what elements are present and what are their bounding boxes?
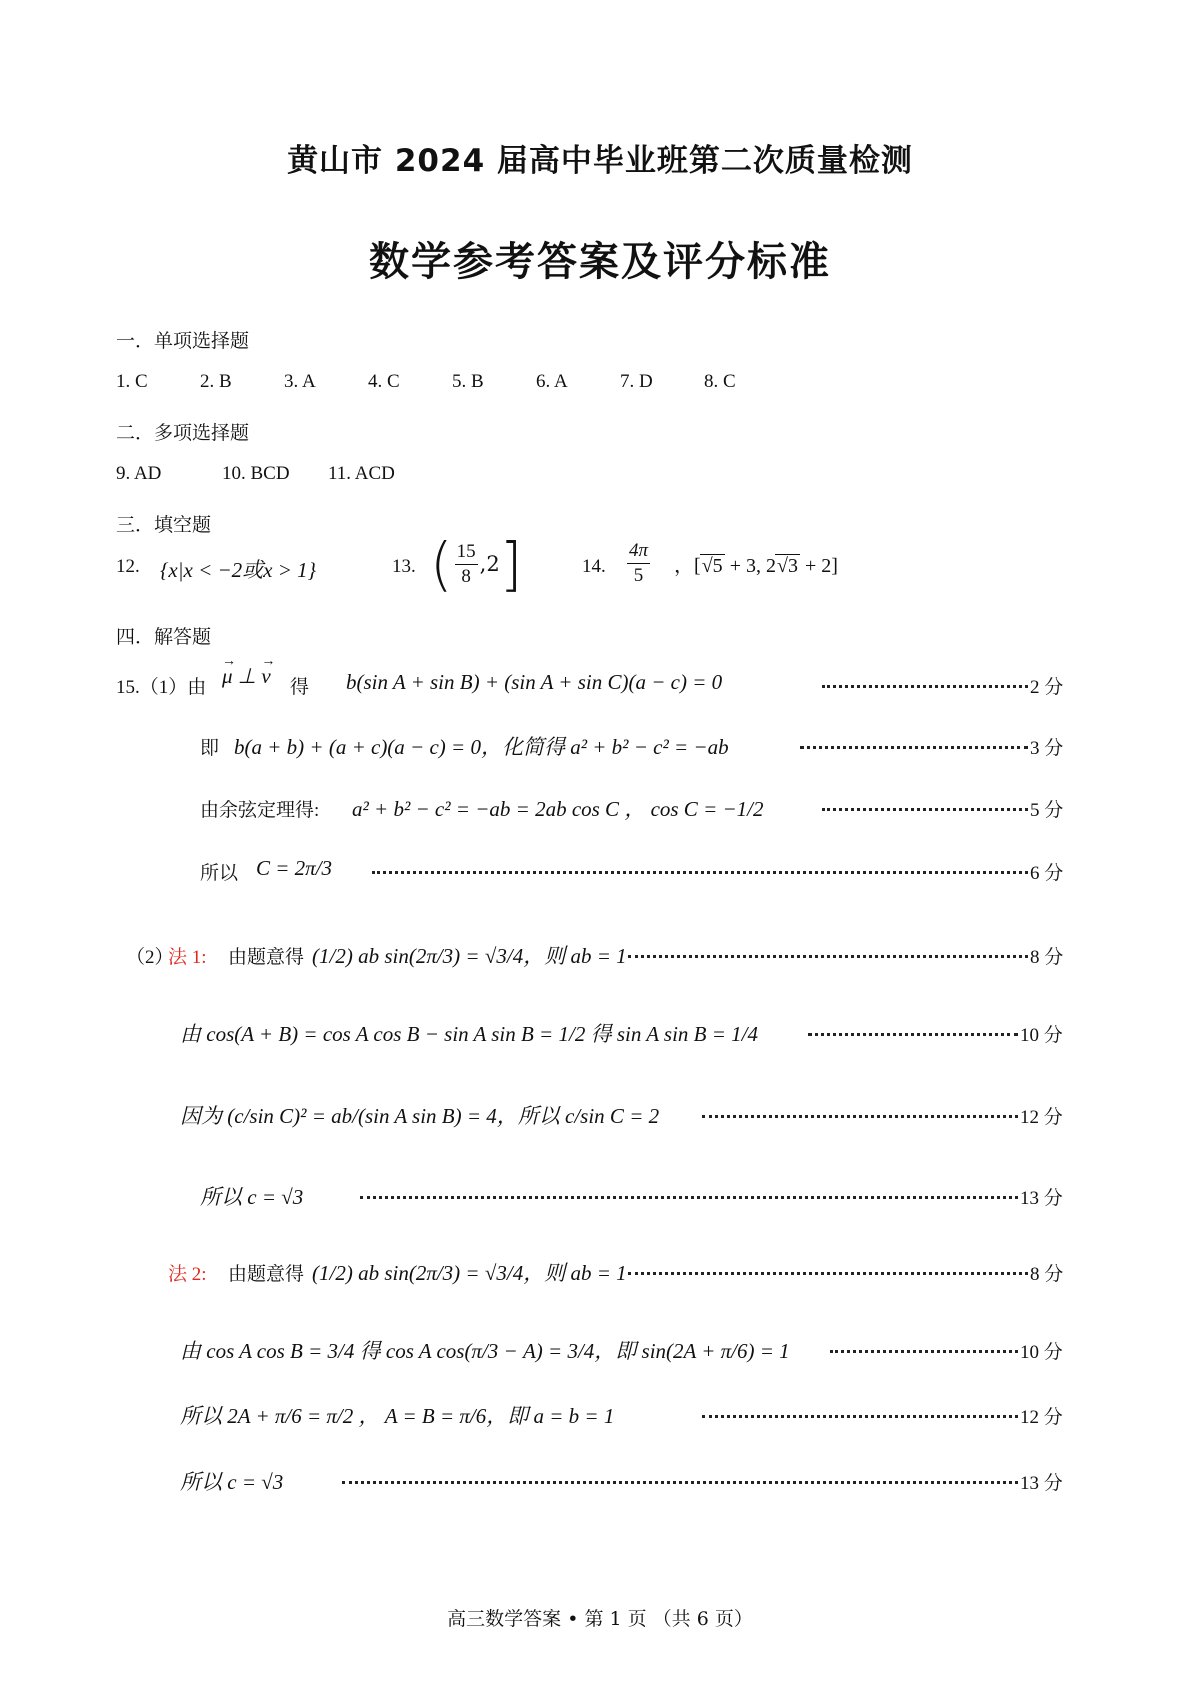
fill-q14-answer: $\frac{4\pi}{5}$ ，[√5 + 3, 2√3 + 2] bbox=[629, 540, 838, 586]
q15-step3-eq: a² + b² − c² = −ab = 2ab cos C ， cos C = −1/2 bbox=[352, 797, 764, 821]
score-leader bbox=[342, 1481, 1018, 1484]
m2-step1-text: 由题意得 bbox=[228, 1264, 305, 1285]
answer-item: 6. A bbox=[536, 371, 568, 392]
score-leader bbox=[822, 808, 1028, 811]
fill-q14-label: 14. bbox=[582, 556, 606, 577]
score-leader bbox=[702, 1415, 1018, 1418]
q15-step4-score: 6 分 bbox=[1030, 863, 1064, 884]
m1-step3-eq: 因为 (c/sin C)² = ab/(sin A sin B) = 4，所以 c/sin C = 2 bbox=[180, 1104, 660, 1128]
fill-q13-answer: ( $\frac{15}{8}$ ,2] bbox=[430, 530, 523, 598]
m2-step4-eq: 所以 c = √3 bbox=[180, 1470, 284, 1494]
m2-step4-score: 13 分 bbox=[1020, 1473, 1063, 1494]
q15-step3-score: 5 分 bbox=[1030, 800, 1064, 821]
m2-step1-eq: (1/2) ab sin(2π/3) = √3/4，则 ab = 1 bbox=[312, 1261, 627, 1285]
answer-item: 2. B bbox=[200, 371, 232, 392]
q15-step4-eq: C = 2π/3 bbox=[256, 856, 333, 880]
m1-step4-score: 13 分 bbox=[1020, 1188, 1063, 1209]
q15-step2-eq: b(a + b) + (a + c)(a − c) = 0，化简得 a² + b² − c² = −ab bbox=[234, 735, 729, 759]
q15-step4-prefix: 所以 bbox=[200, 863, 239, 884]
m1-step4-eq: 所以 c = √3 bbox=[200, 1185, 304, 1209]
method-1-label: 法 1: bbox=[168, 947, 207, 968]
section-fill-blank: 三．填空题 bbox=[116, 514, 212, 536]
fill-q12-answer: {x|x < −2或x > 1} bbox=[160, 558, 317, 582]
q15-step3-prefix: 由余弦定理得: bbox=[200, 800, 320, 821]
answer-item: 4. C bbox=[368, 371, 400, 392]
score-leader bbox=[808, 1033, 1018, 1036]
m2-step2-eq: 由 cos A cos B = 3/4 得 cos A cos(π/3 − A) = 3/4，即 sin(2A + π/6) = 1 bbox=[180, 1339, 790, 1363]
q15-step2-score: 3 分 bbox=[1030, 738, 1064, 759]
score-leader bbox=[822, 685, 1028, 688]
m1-step2-eq: 由 cos(A + B) = cos A cos B − sin A sin B = 1/2 得 sin A sin B = 1/4 bbox=[180, 1022, 758, 1046]
m1-step1-score: 8 分 bbox=[1030, 947, 1064, 968]
answer-item: 3. A bbox=[284, 371, 316, 392]
fill-q12-label: 12. bbox=[116, 556, 140, 577]
answer-row-multi bbox=[116, 463, 434, 485]
answer-item: 10. BCD bbox=[222, 463, 290, 484]
page-title: 黄山市 2024 届高中毕业班第二次质量检测 bbox=[287, 143, 913, 179]
fill-q13-label: 13. bbox=[392, 556, 416, 577]
score-leader bbox=[372, 871, 1028, 874]
section-single-choice: 一．单项选择题 bbox=[116, 330, 250, 352]
m1-step2-score: 10 分 bbox=[1020, 1025, 1063, 1046]
section-multi-choice: 二．多项选择题 bbox=[116, 422, 250, 444]
page-footer: 高三数学答案 • 第 1 页 （共 6 页） bbox=[447, 1608, 753, 1630]
m2-step3-score: 12 分 bbox=[1020, 1407, 1063, 1428]
answer-item: 1. C bbox=[116, 371, 148, 392]
answer-item: 9. AD bbox=[116, 463, 162, 484]
score-leader bbox=[628, 955, 1028, 958]
score-leader bbox=[360, 1196, 1018, 1199]
m1-step1-eq: (1/2) ab sin(2π/3) = √3/4，则 ab = 1 bbox=[312, 944, 627, 968]
score-leader bbox=[800, 746, 1028, 749]
score-leader bbox=[702, 1115, 1018, 1118]
vector-perp: μ → ⊥ v → bbox=[222, 654, 276, 688]
q15-label: 15.（1）由 bbox=[116, 677, 207, 698]
score-leader bbox=[830, 1350, 1018, 1353]
m1-step1-text: 由题意得 bbox=[228, 947, 305, 968]
score-leader bbox=[628, 1272, 1028, 1275]
answer-item: 8. C bbox=[704, 371, 736, 392]
q15-step2-prefix: 即 bbox=[200, 738, 220, 759]
answer-row-single bbox=[116, 371, 788, 393]
answer-item: 7. D bbox=[620, 371, 653, 392]
answer-item: 5. B bbox=[452, 371, 484, 392]
answer-item: 11. ACD bbox=[328, 463, 395, 484]
page-subtitle: 数学参考答案及评分标准 bbox=[369, 239, 831, 285]
q15-part2-label: （2） bbox=[126, 947, 174, 968]
q15-step1-text: 得 bbox=[290, 677, 310, 698]
method-2-label: 法 2: bbox=[168, 1264, 207, 1285]
section-solutions: 四．解答题 bbox=[116, 626, 212, 648]
q15-step1-eq: b(sin A + sin B) + (sin A + sin C)(a − c) = 0 bbox=[346, 670, 723, 694]
q15-step1-score: 2 分 bbox=[1030, 677, 1064, 698]
m2-step3-eq: 所以 2A + π/6 = π/2 ， A = B = π/6，即 a = b = 1 bbox=[180, 1404, 615, 1428]
m1-step3-score: 12 分 bbox=[1020, 1107, 1063, 1128]
m2-step1-score: 8 分 bbox=[1030, 1264, 1064, 1285]
m2-step2-score: 10 分 bbox=[1020, 1342, 1063, 1363]
